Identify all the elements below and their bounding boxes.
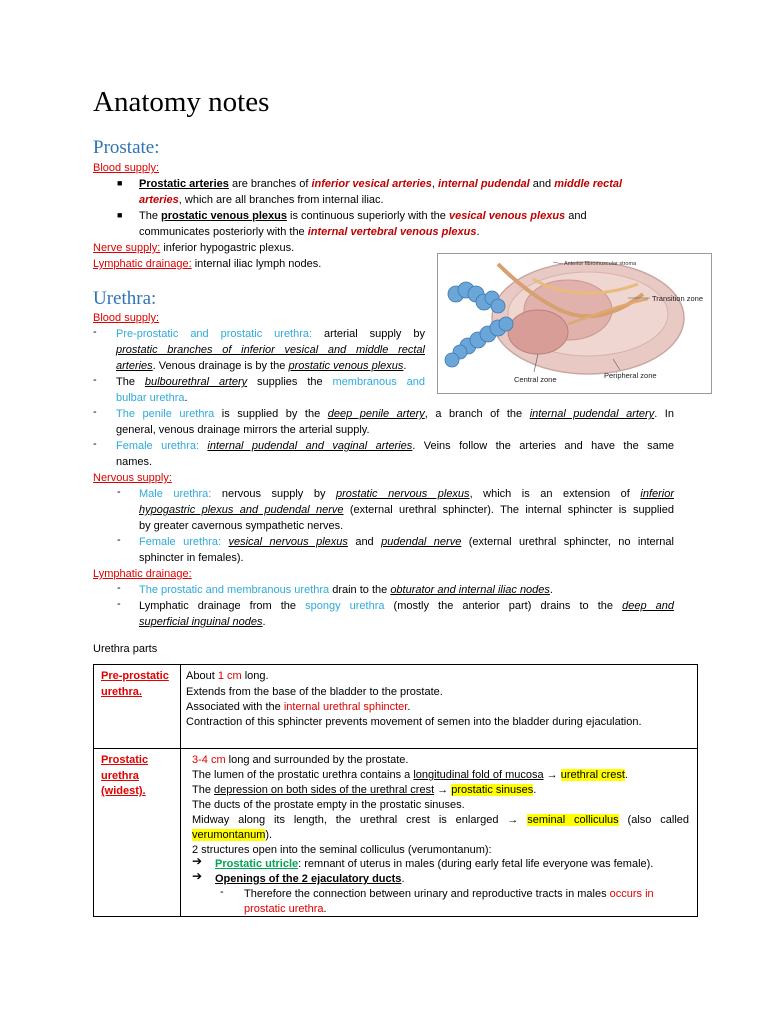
bold-arrow-icon: ➔ xyxy=(192,854,203,868)
urethra-lymph-label: Lymphatic drainage: xyxy=(93,568,192,580)
text: The xyxy=(139,210,162,222)
arrow-right-icon: → xyxy=(543,769,561,781)
text: . Venous drainage is by the xyxy=(152,360,289,372)
text: , a branch of the xyxy=(424,408,530,420)
text: arterial supply by xyxy=(312,328,425,340)
term: superficial inguinal nodes xyxy=(139,616,263,628)
table-divider xyxy=(180,665,181,916)
row1-name-line2: urethra. xyxy=(101,686,142,698)
text: , which is an extension of xyxy=(469,488,641,500)
term: vesical venous plexus xyxy=(448,210,566,222)
bold-arrow-icon: ➔ xyxy=(192,869,203,883)
text: Lymphatic drainage from the xyxy=(139,600,306,612)
text: . xyxy=(403,360,407,372)
text: The lumen of the prostatic urethra contains a xyxy=(192,769,414,781)
row2-line2 xyxy=(192,767,628,783)
text: Midway along its length, the urethral crest is enlarged xyxy=(192,814,499,826)
row2-line1 xyxy=(192,752,408,768)
row2-line3 xyxy=(192,782,536,798)
term: internal pudendal artery xyxy=(529,408,655,420)
dash-icon: - xyxy=(117,486,121,498)
row1-line1 xyxy=(186,668,269,684)
text: . xyxy=(407,701,411,713)
term: prostatic nervous plexus xyxy=(335,488,470,500)
urethra-n1-line3: by greater cavernous sympathetic nerves. xyxy=(139,520,344,532)
text: Associated with the xyxy=(186,701,284,713)
text: : remnant of uterus in males (during early fetal life everyone was female). xyxy=(298,858,654,870)
urethra-n1-line1 xyxy=(139,486,674,502)
prostate-illustration xyxy=(438,254,711,393)
text: nervous supply by xyxy=(211,488,336,500)
term: bulbourethral artery xyxy=(144,376,248,388)
term: membranous and xyxy=(332,376,425,388)
figure-label-peripheral: Peripheral zone xyxy=(604,371,657,380)
text: The xyxy=(192,784,215,796)
term: prostatic branches of inferior vesical and middle rectal xyxy=(116,344,425,356)
row2-line11 xyxy=(244,901,327,917)
term: occurs in xyxy=(609,888,654,900)
text: , xyxy=(431,178,439,190)
row2-name-line3: (widest). xyxy=(101,785,146,797)
prostate-blood-b1-line2 xyxy=(139,192,384,208)
urethra-n1-line2 xyxy=(139,502,674,518)
term: vesical nervous plexus xyxy=(228,536,348,548)
row2-line6 xyxy=(192,827,272,843)
term: The penile urethra xyxy=(116,408,215,420)
prostate-zones-figure xyxy=(437,253,712,394)
text: inferior hypogastric plexus. xyxy=(160,242,295,254)
text: are branches of xyxy=(228,178,312,190)
urethra-heading: Urethra: xyxy=(93,288,157,309)
text: . xyxy=(549,584,553,596)
term: deep and xyxy=(622,600,674,612)
highlight: prostatic sinuses xyxy=(451,784,534,796)
term: middle rectal xyxy=(554,178,623,190)
prostate-blood-b2-line2 xyxy=(139,224,480,240)
term: Openings of the 2 ejaculatory ducts xyxy=(215,873,402,885)
text: . xyxy=(476,226,480,238)
urethra-p3-line2: general, venous drainage mirrors the arterial supply. xyxy=(116,424,370,436)
urethra-parts-caption: Urethra parts xyxy=(93,643,158,655)
term: obturator and internal iliac nodes xyxy=(390,584,550,596)
term: pudendal nerve xyxy=(381,536,462,548)
term: internal urethral sphincter xyxy=(283,701,408,713)
text: (mostly the anterior part) drains to the xyxy=(384,600,623,612)
text: and xyxy=(347,536,382,548)
urethra-p1-line1 xyxy=(116,326,425,342)
row2-line7: 2 structures open into the seminal colliculus (verumontanum): xyxy=(192,844,492,856)
row2-line9 xyxy=(215,871,405,887)
prostate-lymph-line xyxy=(93,256,321,272)
dash-icon: - xyxy=(93,326,97,338)
term: internal pudendal and vaginal arteries xyxy=(207,440,413,452)
text: long and surrounded by the prostate. xyxy=(225,754,409,766)
urethra-l2-line1 xyxy=(139,598,674,614)
urethra-parts-table xyxy=(93,664,698,917)
row2-line8 xyxy=(215,856,653,872)
term: Male urethra: xyxy=(139,488,212,500)
label: Lymphatic drainage: xyxy=(93,258,192,270)
urethra-p4-line2: names. xyxy=(116,456,153,468)
text: is supplied by the xyxy=(214,408,328,420)
row2-line4: The ducts of the prostate empty in the prostatic sinuses. xyxy=(192,799,465,811)
text: . In xyxy=(654,408,674,420)
row2-line10 xyxy=(244,886,654,902)
dash-icon: - xyxy=(117,598,121,610)
urethra-p2-line1 xyxy=(116,374,425,390)
text: . xyxy=(624,769,628,781)
urethra-n2-line1 xyxy=(139,534,674,550)
dash-icon: - xyxy=(117,534,121,546)
row2-name-line2: urethra xyxy=(101,770,139,782)
row1-line2: Extends from the base of the bladder to the prostate. xyxy=(186,686,443,698)
table-divider xyxy=(94,748,697,749)
text: (external urethral sphincter, no internal xyxy=(461,536,674,548)
term: longitudinal fold of mucosa xyxy=(413,769,544,781)
text: The xyxy=(116,376,145,388)
text: . xyxy=(262,616,266,628)
text: supplies the xyxy=(247,376,333,388)
label: Nerve supply: xyxy=(93,242,161,254)
text: . xyxy=(401,873,405,885)
row1-line4: Contraction of this sphincter prevents movement of semen into the bladder during ejaculation. xyxy=(186,716,642,728)
dash-icon: - xyxy=(93,438,97,450)
text: . xyxy=(184,392,188,404)
text: Therefore the connection between urinary and reproductive tracts in males xyxy=(244,888,610,900)
text: drain to the xyxy=(329,584,391,596)
term: prostatic venous plexus xyxy=(288,360,404,372)
urethra-l2-line2 xyxy=(139,614,266,630)
arrow-right-icon: → xyxy=(434,784,452,796)
figure-label-transition: Transition zone xyxy=(652,294,703,303)
dash-icon: - xyxy=(117,582,121,594)
text: long. xyxy=(241,670,269,682)
term: spongy urethra xyxy=(305,600,385,612)
urethra-nerve-label: Nervous supply: xyxy=(93,472,172,484)
prostate-heading: Prostate: xyxy=(93,137,160,158)
row2-name-line1: Prostatic xyxy=(101,754,149,766)
prostate-blood-b1-line1 xyxy=(139,176,622,192)
term: The prostatic and membranous urethra xyxy=(139,584,330,596)
bullet-icon: ■ xyxy=(117,178,123,188)
term: depression on both sides of the urethral crest xyxy=(214,784,435,796)
urethra-blood-label: Blood supply: xyxy=(93,312,160,324)
text: (external urethral sphincter). The internal sphincter is supplied xyxy=(343,504,674,516)
term: arteries xyxy=(116,360,153,372)
term: internal vertebral venous plexus xyxy=(307,226,477,238)
term: hypogastric plexus and pudendal nerve xyxy=(139,504,344,516)
arrow-right-icon: → xyxy=(498,814,528,826)
term: Prostatic utricle xyxy=(215,858,299,870)
page-title: Anatomy notes xyxy=(93,86,270,118)
row2-line5 xyxy=(192,812,689,828)
text: (also called xyxy=(618,814,690,826)
urethra-p2-line2 xyxy=(116,390,188,406)
urethra-p4-line1 xyxy=(116,438,674,454)
urethra-p1-line2 xyxy=(116,342,425,358)
urethra-p1-line3 xyxy=(116,358,406,374)
highlight: seminal colliculus xyxy=(527,814,619,826)
text: , which are all branches from internal iliac. xyxy=(178,194,384,206)
row1-name-line1: Pre-prostatic xyxy=(101,670,169,682)
prostate-blood-b2-line1 xyxy=(139,208,587,224)
term: Pre-prostatic and prostatic urethra: xyxy=(116,328,313,340)
figure-label-central: Central zone xyxy=(514,375,557,384)
term: internal pudendal xyxy=(438,178,530,190)
term: Prostatic arteries xyxy=(139,178,229,190)
prostate-nerve-line xyxy=(93,240,294,256)
term: prostatic urethra xyxy=(244,903,324,915)
text: and xyxy=(565,210,587,222)
text: About xyxy=(186,670,218,682)
term: inferior vesical arteries xyxy=(311,178,432,190)
term: 1 cm xyxy=(217,670,242,682)
text: . xyxy=(323,903,327,915)
term: bulbar urethra xyxy=(116,392,185,404)
urethra-n2-line2: sphincter in females). xyxy=(139,552,244,564)
prostate-blood-label: Blood supply: xyxy=(93,162,160,174)
dash-icon: - xyxy=(220,886,224,898)
bullet-icon: ■ xyxy=(117,210,123,220)
text: . Veins follow the arteries and have the same xyxy=(412,440,675,452)
figure-label-top: Anterior fibromuscular stroma xyxy=(564,261,637,267)
urethra-p3-line1 xyxy=(116,406,674,422)
urethra-l1-line xyxy=(139,582,553,598)
row1-line3 xyxy=(186,699,410,715)
text: ). xyxy=(265,829,273,841)
term: arteries xyxy=(139,194,179,206)
term: 3-4 cm xyxy=(192,754,226,766)
dash-icon: - xyxy=(93,374,97,386)
text: and xyxy=(529,178,555,190)
term: prostatic venous plexus xyxy=(161,210,287,222)
term: Female urethra: xyxy=(116,440,199,452)
term: inferior xyxy=(640,488,675,500)
highlight: verumontanum xyxy=(192,829,266,841)
text: communicates posteriorly with the xyxy=(139,226,308,238)
term: Female urethra: xyxy=(139,536,222,548)
term: deep penile artery xyxy=(327,408,425,420)
text: is continuous superiorly with the xyxy=(286,210,449,222)
text: internal iliac lymph nodes. xyxy=(191,258,322,270)
highlight: urethral crest xyxy=(560,769,625,781)
dash-icon: - xyxy=(93,406,97,418)
text: . xyxy=(533,784,537,796)
